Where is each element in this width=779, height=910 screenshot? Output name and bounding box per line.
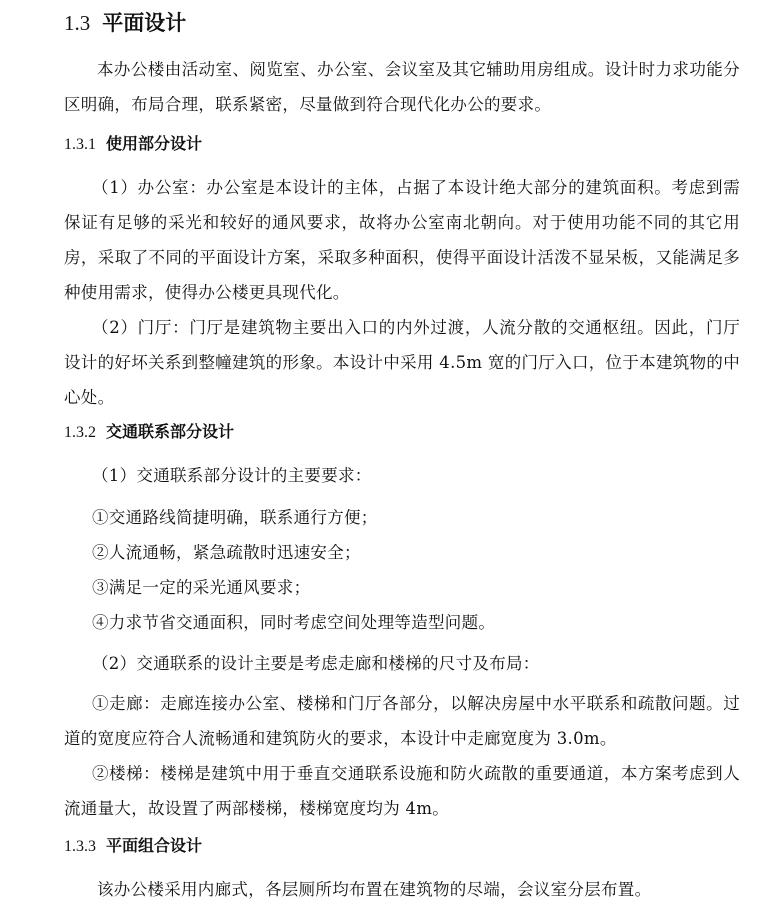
- subsection-title-1: 使用部分设计: [106, 134, 203, 153]
- subsection-heading-1: [64, 132, 202, 157]
- stairs-paragraph: ②楼梯：楼梯是建筑中用于垂直交通联系设施和防火疏散的重要通道，本方案考虑到人流通量大，故设置了两部楼梯，楼梯宽度均为 4m。: [64, 764, 740, 818]
- subsection-number-3: 1.3.3: [64, 838, 96, 855]
- requirement-item: ③满足一定的采光通风要求；: [92, 578, 311, 597]
- subsection-heading-3: [64, 834, 202, 859]
- requirement-item: ④力求节省交通面积，同时考虑空间处理等造型问题。: [92, 613, 496, 632]
- office-paragraph: （1）办公室：办公室是本设计的主体，占据了本设计绝大部分的建筑面积。考虑到需保证有足够的采光和较好的通风要求，故将办公室南北朝向。对于使用功能不同的其它用房，采取了不同的平面设计方案，采取多种面积，使得平面设计活泼不显呆板，又能满足多种使用需求，使得办公楼更具现代化。: [64, 178, 740, 302]
- lobby-paragraph: （2）门厅：门厅是建筑物主要出入口的内外过渡，人流分散的交通枢纽。因此，门厅设计的好坏关系到整幢建筑的形象。本设计中采用 4.5m 宽的门厅入口，位于本建筑物的中心处。: [64, 318, 740, 407]
- subsection-title-2: 交通联系部分设计: [106, 422, 235, 441]
- section-intro: 本办公楼由活动室、阅览室、办公室、会议室及其它辅助用房组成。设计时力求功能分区明确，布局合理，联系紧密，尽量做到符合现代化办公的要求。: [64, 60, 740, 114]
- section-heading: [64, 8, 186, 38]
- subsection-number-2: 1.3.2: [64, 424, 96, 441]
- subsection-number-1: 1.3.1: [64, 136, 96, 153]
- design-title: （2）交通联系的设计主要是考虑走廊和楼梯的尺寸及布局：: [92, 654, 540, 673]
- requirements-title: （1）交通联系部分设计的主要要求：: [92, 466, 372, 485]
- requirement-item: ②人流通畅，紧急疏散时迅速安全；: [92, 543, 361, 562]
- corridor-paragraph: ①走廊：走廊连接办公室、楼梯和门厅各部分，以解决房屋中水平联系和疏散问题。过道的宽度应符合人流畅通和建筑防火的要求，本设计中走廊宽度为 3.0m。: [64, 694, 740, 748]
- subsection-title-3: 平面组合设计: [106, 836, 203, 855]
- layout-paragraph: 该办公楼采用内廊式，各层厕所均布置在建筑物的尽端，会议室分层布置。: [97, 880, 652, 899]
- section-title: 平面设计: [102, 11, 187, 35]
- section-number: 1.3: [64, 11, 91, 35]
- subsection-heading-2: [64, 420, 234, 445]
- requirement-item: ①交通路线简捷明确，联系通行方便；: [92, 508, 378, 527]
